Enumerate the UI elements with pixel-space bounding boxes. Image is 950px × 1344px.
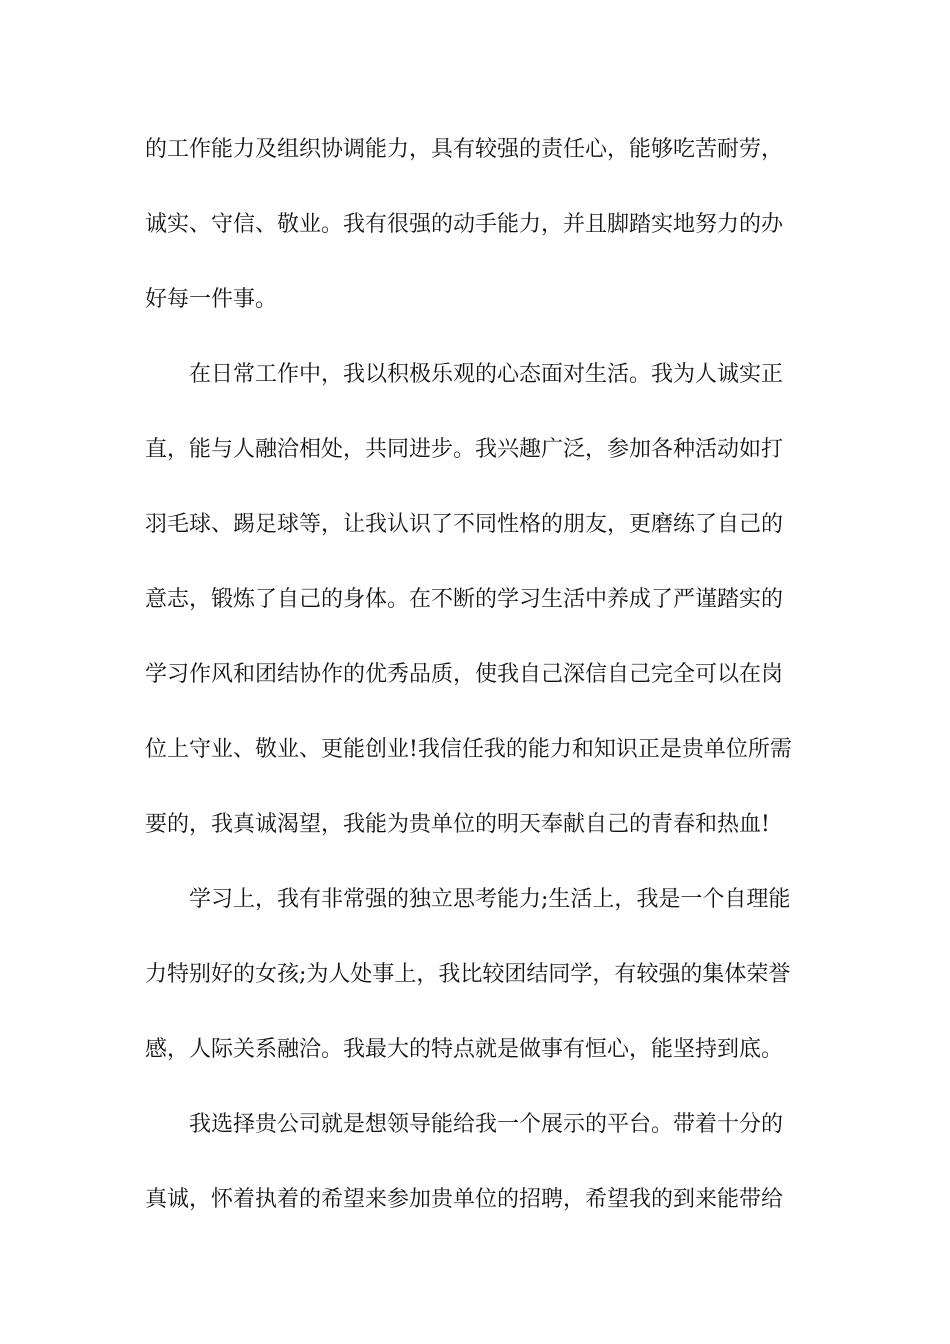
paragraph-first-line: 我选择贵公司就是想领导能给我一个展示的平台。带着十分的 [189, 1112, 784, 1137]
text-line: 位上守业、敬业、更能创业!我信任我的能力和知识正是贵单位所需 [145, 737, 792, 762]
text-line: 诚实、守信、敬业。我有很强的动手能力，并且脚踏实地努力的办 [145, 212, 784, 237]
text-line: 真诚，怀着执着的希望来参加贵单位的招聘，希望我的到来能带给 [145, 1187, 784, 1212]
paragraph-first-line: 在日常工作中，我以积极乐观的心态面对生活。我为人诚实正 [189, 362, 784, 387]
text-line: 意志，锻炼了自己的身体。在不断的学习生活中养成了严谨踏实的 [145, 587, 784, 612]
text-line: 直，能与人融洽相处，共同进步。我兴趣广泛，参加各种活动如打 [145, 437, 784, 462]
text-line: 学习作风和团结协作的优秀品质，使我自己深信自己完全可以在岗 [145, 662, 784, 687]
text-line: 感，人际关系融洽。我最大的特点就是做事有恒心，能坚持到底。 [145, 1037, 784, 1062]
text-line: 力特别好的女孩;为人处事上，我比较团结同学，有较强的集体荣誉 [145, 962, 791, 987]
text-line: 的工作能力及组织协调能力，具有较强的责任心，能够吃苦耐劳， [145, 137, 784, 162]
text-line: 要的，我真诚渴望，我能为贵单位的明天奉献自己的青春和热血! [145, 812, 770, 837]
text-line: 好每一件事。 [145, 287, 278, 312]
paragraph-first-line: 学习上，我有非常强的独立思考能力;生活上，我是一个自理能 [189, 887, 791, 912]
text-line: 羽毛球、踢足球等，让我认识了不同性格的朋友，更磨练了自己的 [145, 512, 784, 537]
